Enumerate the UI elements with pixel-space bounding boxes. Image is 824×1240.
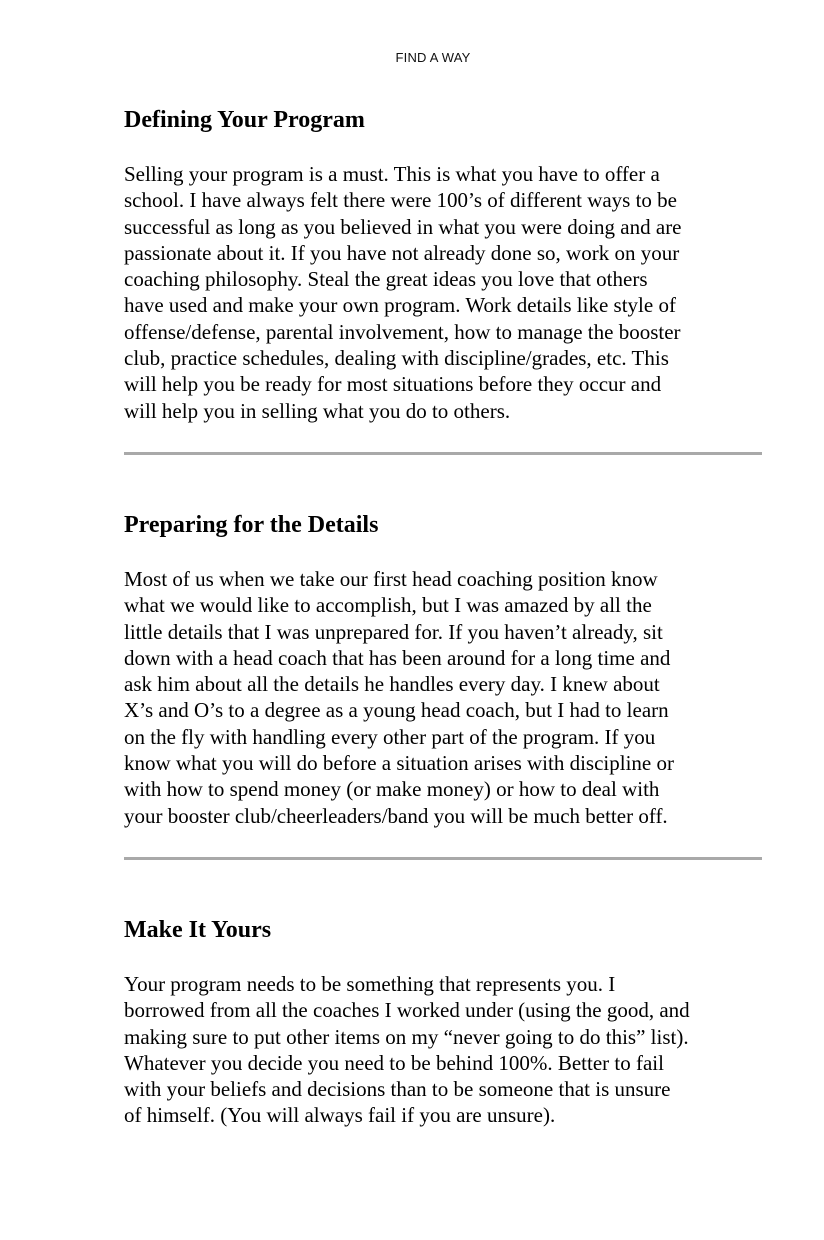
section-make-it-yours bbox=[124, 910, 762, 1129]
paragraph-line: Your program needs to be something that represents you. I bbox=[124, 971, 616, 996]
paragraph-line: down with a head coach that has been around for a long time and bbox=[124, 645, 671, 670]
paragraph-line: your booster club/cheerleaders/band you will be much better off. bbox=[124, 803, 668, 828]
paragraph-line: will help you be ready for most situations before they occur and bbox=[124, 372, 662, 397]
section-paragraph bbox=[124, 566, 762, 829]
section-divider bbox=[124, 452, 762, 455]
paragraph-line: know what you will do before a situation arises with discipline or bbox=[124, 751, 674, 776]
paragraph-line: club, practice schedules, dealing with discipline/grades, etc. This bbox=[124, 346, 669, 371]
paragraph-line: passionate about it. If you have not already done so, work on your bbox=[124, 240, 680, 265]
document-content bbox=[124, 100, 762, 1129]
paragraph-line: Selling your program is a must. This is what you have to offer a bbox=[124, 162, 660, 186]
paragraph-line: with your beliefs and decisions than to be someone that is unsure bbox=[124, 1077, 671, 1102]
section-defining-your-program bbox=[124, 100, 762, 455]
paragraph-line: will help you in selling what you do to others. bbox=[124, 398, 511, 423]
section-paragraph bbox=[124, 971, 762, 1129]
paragraph-line: ask him about all the details he handles every day. I knew about bbox=[124, 672, 660, 697]
paragraph-line: little details that I was unprepared for. If you haven’t already, sit bbox=[124, 619, 663, 644]
paragraph-line: Most of us when we take our first head coaching position know bbox=[124, 566, 658, 591]
paragraph-line: with how to spend money (or make money) or how to deal with bbox=[124, 777, 660, 802]
section-heading: Make It Yours bbox=[124, 916, 272, 943]
paragraph-line: what we would like to accomplish, but I was amazed by all the bbox=[124, 593, 652, 618]
paragraph-line: making sure to put other items on my “never going to do this” list). bbox=[124, 1024, 689, 1049]
paragraph-line: successful as long as you believed in what you were doing and are bbox=[124, 214, 682, 239]
paragraph-line: Whatever you decide you need to be behind 100%. Better to fail bbox=[124, 1050, 664, 1075]
paragraph-line: school. I have always felt there were 100’s of different ways to be bbox=[124, 188, 678, 213]
section-paragraph bbox=[124, 161, 762, 424]
running-header: FIND A WAY bbox=[395, 50, 471, 65]
paragraph-line: have used and make your own program. Work details like style of bbox=[124, 293, 676, 318]
section-heading: Preparing for the Details bbox=[124, 511, 379, 538]
paragraph-line: coaching philosophy. Steal the great ideas you love that others bbox=[124, 267, 648, 292]
paragraph-line: offense/defense, parental involvement, how to manage the booster bbox=[124, 319, 681, 344]
paragraph-line: borrowed from all the coaches I worked under (using the good, and bbox=[124, 998, 690, 1023]
section-heading: Defining Your Program bbox=[124, 107, 365, 133]
section-divider bbox=[124, 857, 762, 860]
section-preparing-for-the-details bbox=[124, 505, 762, 860]
paragraph-line: on the fly with handling every other part of the program. If you bbox=[124, 724, 656, 749]
paragraph-line: of himself. (You will always fail if you are unsure). bbox=[124, 1103, 556, 1128]
paragraph-line: X’s and O’s to a degree as a young head coach, but I had to learn bbox=[124, 698, 669, 723]
